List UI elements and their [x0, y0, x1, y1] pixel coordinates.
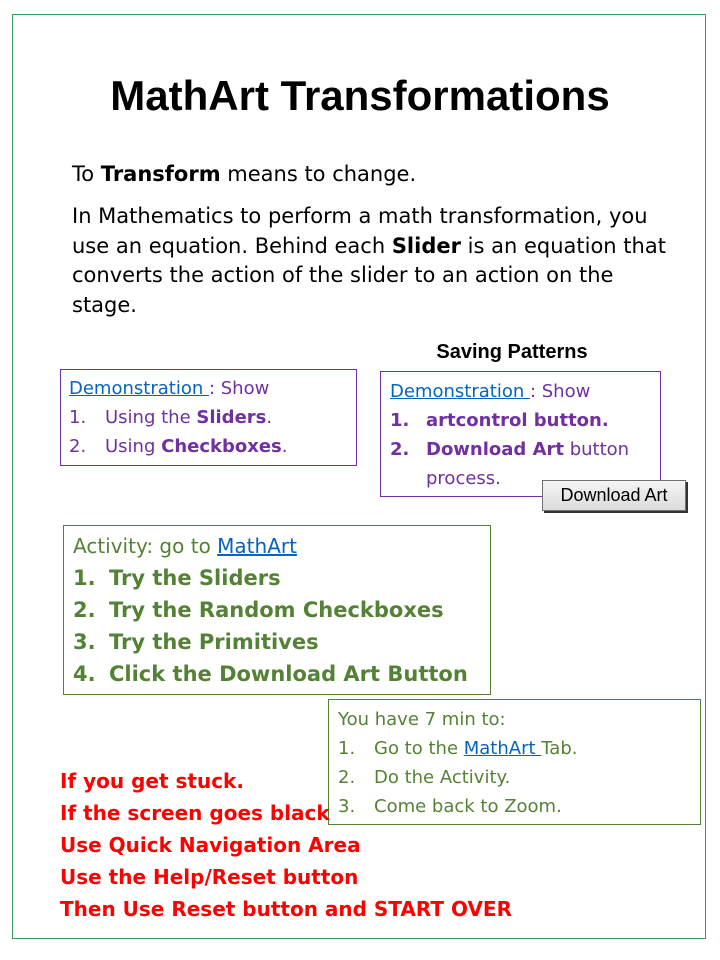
demo-saving-heading: Demonstration : Show	[390, 381, 591, 402]
list-item: 4. Click the Download Art Button	[73, 662, 468, 686]
list-item: 1. Using the Sliders.	[69, 407, 273, 428]
warning-instructions	[60, 765, 512, 925]
list-item: 2. Try the Random Checkboxes	[73, 598, 444, 622]
intro-paragraph-2: In Mathematics to perform a math transformation, you use an equation. Behind each Slider is an equation that converts the action of the slider to an action on the stage.	[72, 204, 666, 317]
demo-box-left	[60, 369, 357, 466]
page-title: MathArt Transformations	[110, 72, 610, 119]
demonstration-link-saving[interactable]: Demonstration	[390, 381, 530, 402]
list-item: 1. Try the Sliders	[73, 566, 281, 590]
warning-line: Use Quick Navigation Area	[60, 833, 361, 857]
demo-left-heading: Demonstration : Show	[69, 378, 270, 399]
warning-line: If the screen goes black	[60, 801, 330, 825]
list-item: 1. Go to the MathArt Tab.	[338, 738, 578, 759]
list-item: 3. Come back to Zoom.	[338, 796, 562, 817]
warning-line: If you get stuck.	[60, 769, 244, 793]
activity-box	[63, 525, 491, 695]
list-item: 2. Do the Activity.	[338, 767, 511, 788]
demo-box-saving	[380, 371, 661, 497]
slider-term: Slider	[391, 233, 461, 258]
activity-heading: Activity: go to MathArt	[73, 534, 297, 558]
list-item: 2. Using Checkboxes.	[69, 436, 288, 457]
demo-left-list	[69, 403, 348, 461]
transform-term: Transform	[100, 162, 221, 186]
list-item: 2. Download Art button process.	[390, 439, 630, 489]
list-item: 3. Try the Primitives	[73, 630, 319, 654]
download-art-button[interactable]: Download Art	[542, 480, 686, 511]
intro-paragraph-1: To Transform means to change.	[72, 162, 417, 186]
mathart-link-activity[interactable]: MathArt	[217, 534, 297, 558]
warning-line: Use the Help/Reset button	[60, 865, 359, 889]
timer-heading: You have 7 min to:	[338, 709, 506, 730]
activity-list	[73, 562, 481, 690]
list-item: 1. artcontrol button.	[390, 410, 609, 431]
mathart-link-timer[interactable]: MathArt	[463, 738, 542, 759]
demonstration-link-left[interactable]: Demonstration	[69, 378, 209, 399]
warning-line: Then Use Reset button and START OVER	[60, 897, 512, 921]
saving-patterns-title: Saving Patterns	[436, 341, 588, 363]
